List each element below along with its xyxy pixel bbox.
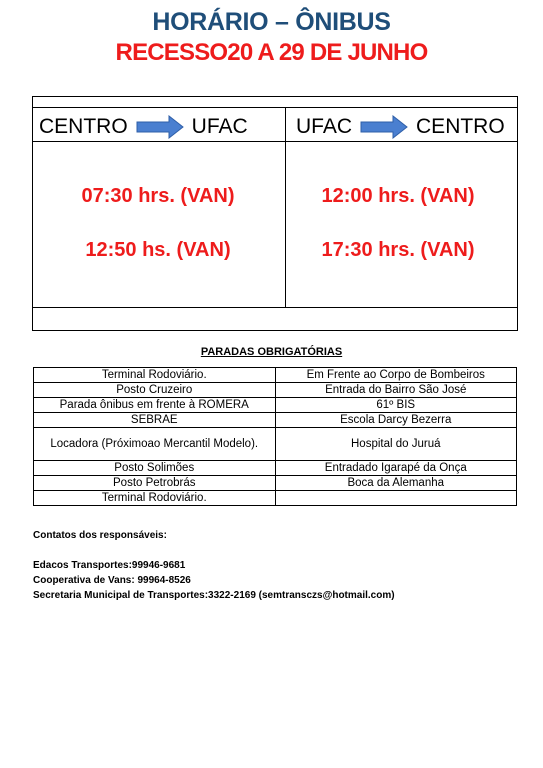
table-cell <box>275 491 517 506</box>
departure-time: 17:30 hrs. (VAN) <box>321 239 475 261</box>
table-row <box>34 461 517 476</box>
right-arrow-icon <box>360 115 408 139</box>
schedule-table <box>32 96 518 331</box>
table-cell: Boca da Alemanha <box>275 476 517 491</box>
table-cell: Entrada do Bairro São José <box>275 383 517 398</box>
table-cell: Posto Cruzeiro <box>34 383 276 398</box>
table-row <box>34 368 517 383</box>
page-subtitle: RECESSO20 A 29 DE JUNHO <box>115 39 428 66</box>
contacts-section <box>33 528 395 603</box>
contacts-heading: Contatos dos responsáveis: <box>33 530 167 541</box>
route-to: UFAC <box>191 115 248 138</box>
table-cell: Parada ônibus em frente à ROMERA <box>34 398 276 413</box>
table-cell: Em Frente ao Corpo de Bombeiros <box>275 368 517 383</box>
table-row <box>34 398 517 413</box>
table-cell: Entradado Igarapé da Onça <box>275 461 517 476</box>
table-row <box>34 491 517 506</box>
table-row <box>34 428 517 461</box>
stops-table <box>33 367 517 506</box>
divider <box>33 307 517 308</box>
table-cell: Posto Solimões <box>34 461 276 476</box>
table-cell: Escola Darcy Bezerra <box>275 413 517 428</box>
route-header-ufac-centro <box>296 112 505 142</box>
table-cell: Terminal Rodoviário. <box>34 368 276 383</box>
page-title: HORÁRIO – ÔNIBUS <box>152 8 391 36</box>
right-arrow-icon <box>136 115 184 139</box>
departure-time: 12:00 hrs. (VAN) <box>321 185 475 207</box>
stops-title: PARADAS OBRIGATÓRIAS <box>200 346 343 358</box>
table-row <box>34 413 517 428</box>
route-from: CENTRO <box>39 115 128 138</box>
contact-line: Cooperativa de Vans: 99964-8526 <box>33 575 191 586</box>
table-cell: Hospital do Juruá <box>275 428 517 461</box>
route-header-centro-ufac <box>39 112 248 142</box>
departure-time: 07:30 hrs. (VAN) <box>81 185 235 207</box>
table-cell: SEBRAE <box>34 413 276 428</box>
divider <box>33 107 517 108</box>
route-to: CENTRO <box>416 115 505 138</box>
table-cell: Posto Petrobrás <box>34 476 276 491</box>
contact-line: Secretaria Municipal de Transportes:3322-2169 (semtransczs@hotmail.com) <box>33 590 395 601</box>
contact-line: Edacos Transportes:99946-9681 <box>33 560 186 571</box>
departure-time: 12:50 hs. (VAN) <box>85 239 231 261</box>
route-from: UFAC <box>296 115 353 138</box>
table-row <box>34 476 517 491</box>
table-cell: Terminal Rodoviário. <box>34 491 276 506</box>
table-cell: Locadora (Próximoao Mercantil Modelo). <box>34 428 276 461</box>
table-cell: 61º BIS <box>275 398 517 413</box>
table-row <box>34 383 517 398</box>
